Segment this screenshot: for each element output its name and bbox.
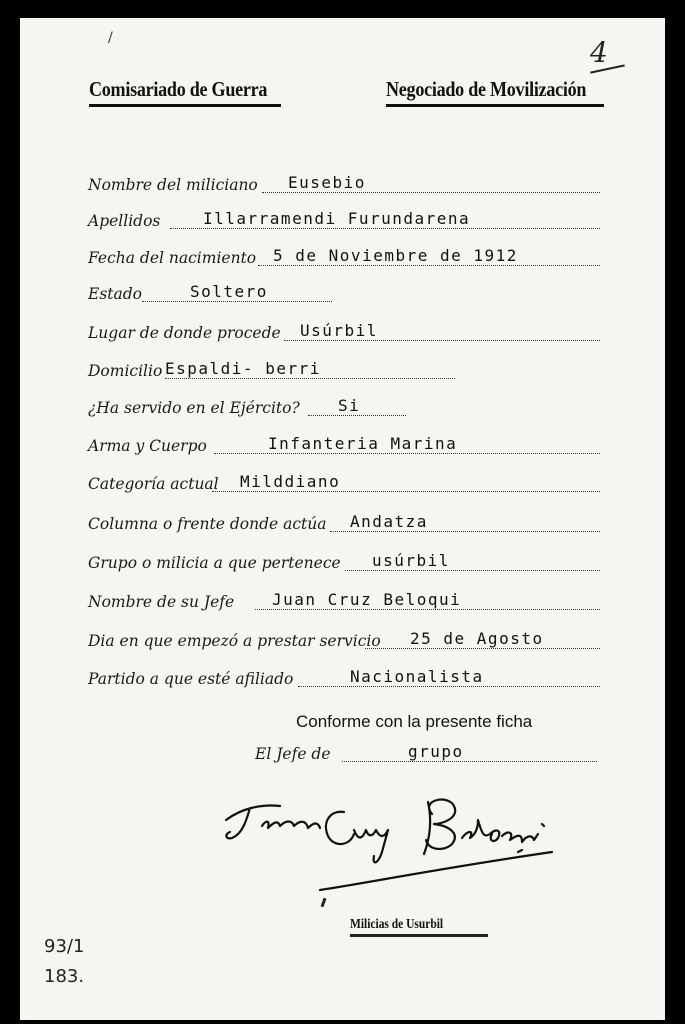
field-value: Soltero	[190, 282, 268, 301]
field-label: Arma y Cuerpo	[88, 437, 207, 455]
form-row-jefe-de	[0, 737, 685, 767]
field-value: 5 de Noviembre de 1912	[273, 246, 518, 265]
field-value: Eusebio	[288, 173, 366, 192]
form-row-columna	[0, 507, 685, 537]
stamp-underline	[350, 934, 488, 937]
form-row-nombre	[0, 168, 685, 198]
form-row-partido	[0, 662, 685, 692]
field-label: Nombre del miliciano	[88, 176, 258, 194]
field-value: Juan Cruz Beloqui	[272, 590, 462, 609]
header-left-underline	[89, 104, 281, 107]
field-label: Partido a que esté afiliado	[88, 670, 294, 688]
field-label: ¿Ha servido en el Ejército?	[88, 399, 300, 417]
field-label: Domicilio	[88, 362, 163, 380]
signature	[222, 790, 572, 900]
dotted-line	[308, 415, 406, 416]
conforme-text: Conforme con la presente ficha	[296, 712, 533, 731]
archive-note-line2: 183.	[44, 966, 85, 987]
dotted-line	[345, 570, 600, 571]
form-row-fecha	[0, 241, 685, 271]
dotted-line	[255, 609, 600, 610]
form-row-servicio	[0, 624, 685, 654]
pen-mark: /	[108, 30, 113, 46]
dotted-line	[142, 301, 332, 302]
unit-stamp: Milicias de Usurbil	[350, 917, 444, 932]
dotted-line	[165, 378, 455, 379]
field-value: Nacionalista	[350, 667, 484, 686]
dotted-line	[170, 228, 600, 229]
field-label: Columna o frente donde actúa	[88, 515, 327, 533]
dotted-line	[365, 648, 600, 649]
header-left-title: Comisariado de Guerra	[89, 77, 268, 101]
dotted-line	[284, 340, 600, 341]
dotted-line	[262, 192, 600, 193]
corner-number: 4	[590, 36, 608, 69]
field-label: Lugar de donde procede	[88, 324, 281, 342]
jefe-de-value: grupo	[408, 742, 464, 761]
jefe-de-label: El Jefe de	[255, 745, 331, 763]
field-label: Apellidos	[88, 212, 161, 230]
dotted-line	[342, 761, 597, 762]
form-row-jefe	[0, 585, 685, 615]
form-row-lugar	[0, 316, 685, 346]
form-row-arma	[0, 429, 685, 459]
field-label: Grupo o milicia a que pertenece	[88, 554, 341, 572]
field-label: Nombre de su Jefe	[88, 593, 235, 611]
dotted-line	[214, 453, 600, 454]
header-right-title: Negociado de Movilización	[386, 77, 587, 101]
field-value: Infanteria Marina	[268, 434, 458, 453]
form-row-domicilio	[0, 354, 685, 384]
header-right-underline	[386, 104, 604, 107]
field-value: Illarramendi Furundarena	[203, 209, 471, 228]
form-row-grupo	[0, 546, 685, 576]
dotted-line	[330, 531, 600, 532]
field-value: usúrbil	[372, 551, 450, 570]
field-value: Usúrbil	[300, 321, 378, 340]
field-value: Andatza	[350, 512, 428, 531]
field-value: Si	[338, 396, 361, 415]
field-value: Milddiano	[240, 472, 341, 491]
form-row-estado	[0, 277, 685, 307]
field-value: Espaldi- berri	[165, 359, 321, 378]
dotted-line	[212, 491, 600, 492]
field-value: 25 de Agosto	[410, 629, 544, 648]
form-row-categoria	[0, 467, 685, 497]
form-row-ejercito	[0, 391, 685, 421]
archive-note-line1: 93/1	[44, 936, 85, 957]
form-row-apellidos	[0, 204, 685, 234]
dotted-line	[258, 265, 600, 266]
field-label: Categoría actual	[88, 475, 219, 493]
field-label: Dia en que empezó a prestar servicio	[88, 632, 381, 650]
field-label: Fecha del nacimiento	[88, 249, 257, 267]
dotted-line	[298, 686, 600, 687]
field-label: Estado	[88, 285, 142, 303]
